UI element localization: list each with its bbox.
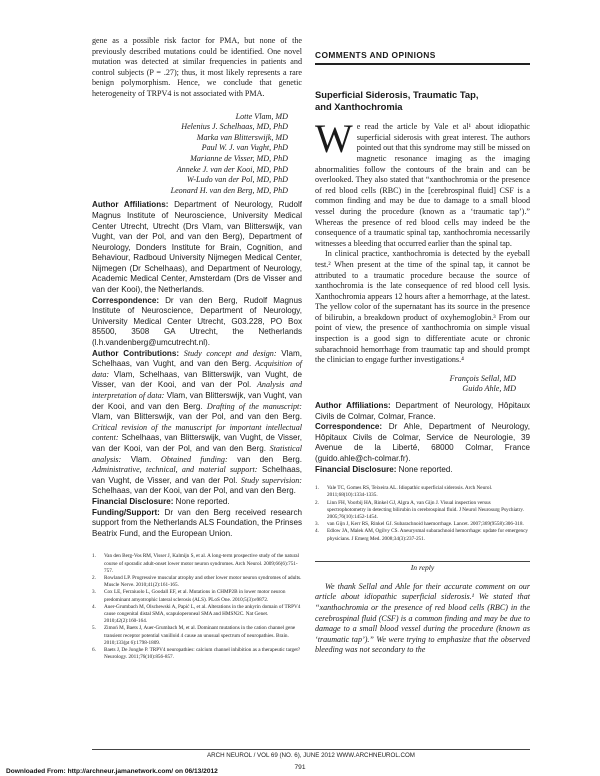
journal-line: ARCH NEUROL / VOL 69 (NO. 6), JUNE 2012 WWW.ARCHNEUROL.COM	[92, 749, 530, 759]
author-name: Lotte Vlam, MD	[235, 111, 288, 121]
contrib-heading: Study supervision:	[240, 475, 302, 485]
author-name: Leonard H. van den Berg, MD, PhD	[170, 185, 288, 195]
contrib-text: Schelhaas, van Vught, de Visser, and van der Pol.	[92, 465, 302, 485]
reply-paragraph: We thank Sellal and Ahle for their accurate comment on our article about idiopathic superficial siderosis.¹ We stated that “xanthochromia or the presence of red blood cells (RBC) in the cerebrospinal fluid (CSF) is a common finding and may be due to damage to a small blood vessel during the procedure (known as ‘traumatic tap’).” We were trying to emphasize that the observed bleeding was not secondary to the	[315, 581, 530, 655]
left-column	[92, 36, 302, 661]
correspondence-text: Dr van den Berg, Rudolf Magnus Institute of Neuroscience, Department of Neurology, University Medical Center Utrecht, G03.228, PO Box 85500, 3508 GA Utrecht, the Netherlands (l.h.vandenberg@umcutrecht.nl).	[92, 295, 303, 348]
contrib-heading: Acquisition of data:	[92, 359, 302, 379]
contributions-label: Author Contributions:	[92, 348, 180, 358]
reference-item: 1. Vale TC, Gomes RS, Teixeira AL. Idiopathic superficial siderosis. Arch Neurol. 2011;68(10):1334-1335.	[315, 485, 493, 499]
reference-item: 1. Van den Berg-Vos RM, Visser J, Kalmijn S, et al. A long-term prospective study of the natural course of sporadic adult-onset lower motor neuron syndromes. Arch Neurol. 2009;66(6):751-757.	[92, 553, 300, 574]
download-notice	[6, 768, 218, 775]
reference-item: 5. Zimoń M, Baets J, Auer-Grumbach M, et al. Dominant mutations in the cation channel gene transient receptor potential vanilloid 4 cause an unusual spectrum of neuropathies. Brain. 2010;133(pt 6):1798-1809.	[92, 625, 296, 646]
signatories	[315, 374, 516, 395]
contrib-text: van den Berg.	[227, 454, 302, 464]
correspondence-label: Correspondence:	[315, 422, 383, 432]
correspondence-label: Correspondence:	[92, 295, 160, 305]
letter-paragraph: In clinical practice, xanthochromia is detected by the eyeball test.² When present at the time of the spinal tap, it cannot be attributed to a traumatic procedure because the source of xanthochromia is the late consequence of red blood cell lysis. Xanthochromia appears 12 hours after a hemorrhage, at the latest. The yellow color of the supernatant has its source in the presence of bilirubin, a breakdown product of oxyhemoglobin.³ From our point of view, the presence of xanthochromia on simple visual inspection is a good sign to differentiate acute or chronic subarachnoid hemorrhage from traumatic tap and should prompt the clinician to engage further investigations.⁴	[315, 249, 530, 365]
funding-support	[92, 508, 302, 540]
article-title-line: Superficial Siderosis, Traumatic Tap,	[315, 89, 479, 100]
contrib-text: Vlam, Schelhaas, van Blitterswijk, van Vught, de Visser, van der Kooi, and van der Pol.	[92, 369, 302, 390]
contrib-heading: Critical revision of the manuscript for important intellectual content:	[92, 422, 302, 443]
disclosure-text: None reported.	[175, 496, 230, 506]
right-column	[315, 36, 530, 656]
correspondence	[92, 296, 302, 349]
disclosure-label: Financial Disclosure:	[315, 464, 397, 474]
contrib-text: Schelhaas, van der Kooi, van der Pol, and van den Berg.	[92, 486, 296, 496]
affiliations-text: Department of Neurology, Hôpitaux Civils de Colmar, Colmar, France.	[315, 401, 530, 421]
financial-disclosure	[92, 497, 302, 508]
reference-item: 3. Cox LE, Ferraiuolo L, Goodall EF, et al. Mutations in CHMP2B in lower motor neuron predominant amyotrophic lateral sclerosis (ALS). PLoS One. 2010;5(3):e9872.	[92, 589, 286, 603]
reply-label: In reply	[410, 562, 435, 572]
reply-separator	[315, 561, 530, 574]
author-name: Marianne de Visser, MD, PhD	[190, 153, 288, 163]
correspondence-text: Dr Ahle, Department of Neurology, Hôpitaux Civils de Colmar, Service de Neurologie, 39 Avenue de la Liberté, 68000 Colmar, France (guido.ahle@ch-colmar.fr).	[315, 422, 530, 463]
affiliations-text: Department of Neurology, Rudolf Magnus Institute of Neuroscience, University Medical Center Utrecht, Utrecht (Drs Vlam, van Blitterswijk, van Vught, van der Pol, and van den Berg), Department of Neurology, Donders Institute for Brain, Cognition, and Behaviour, Radboud University Nijmegen Medical Center, Nijmegen (Dr Schelhaas), and Department of Neurology, Academic Medical Center, Amsterdam (Drs de Visser and van der Kooi), the Netherlands.	[92, 200, 303, 295]
contrib-heading: Analysis and interpretation of data:	[92, 380, 303, 400]
contrib-text: Vlam, van Blitterswijk, van der Pol, and van den Berg.	[92, 412, 302, 422]
contrib-heading: Drafting of the manuscript:	[206, 401, 302, 411]
author-name: Helenius J. Schelhaas, MD, PhD	[181, 122, 288, 132]
article-title	[315, 89, 530, 112]
author-name: W-Ludo van der Pol, MD, PhD	[186, 175, 288, 185]
reference-list	[315, 485, 530, 543]
download-suffix: on 06/13/2012	[174, 768, 218, 775]
signatory-name: François Sellal, MD	[449, 373, 516, 383]
disclosure-text: None reported.	[398, 464, 453, 474]
contrib-heading: Study concept and design:	[183, 348, 277, 358]
author-list	[92, 112, 288, 197]
funding-text: Dr van den Berg received research support from the Netherlands ALS Foundation, the Prinses Beatrix Fund, and the European Union.	[92, 507, 302, 538]
disclosure-label: Financial Disclosure:	[92, 496, 174, 506]
reference-item: 2. Rowland LP. Progressive muscular atrophy and other lower motor neuron syndromes of adults. Muscle Nerve. 2010;41(2):161-165.	[92, 574, 302, 589]
download-link[interactable]: http://archneur.jamanetwork.com/	[67, 768, 174, 775]
reference-list	[92, 553, 302, 661]
author-name: Paul W. J. van Vught, PhD	[201, 143, 288, 153]
article-title-line: and Xanthochromia	[315, 100, 403, 112]
reference-item: 4. Auer-Grumbach M, Olschewski A, Papić L, et al. Alterations in the ankyrin domain of TRPV4 cause congenital distal SMA, scapuloperoneal SMA and HMSN2C. Nat Genet. 2010;42(2):160-164.	[92, 603, 301, 625]
contrib-text: Vlam, van Blitterswijk, van Vught, van der Kooi, and van den Berg.	[92, 391, 302, 411]
letter-paragraph-text: e read the article by Vale et al¹ about idiopathic superficial siderosis with great interest. The authors pointed out that this syndrome may still be missed on magnetic resonance imaging as the imaging abnormalities follow the contours of the brain and can be overlooked. They also stated that “xanthochromia or the presence of red blood cells (RBC) in the [cerebrospinal fluid] CSF is a common finding and may be due to damage to a small blood vessel during the procedure (known as a ‘traumatic tap’).” Whereas the presence of red blood cells may indeed be the consequence of a traumatic spinal tap, xanthochromia necessarily witnesses a bleeding that occurred earlier than the spinal tap.	[315, 122, 530, 248]
page-footer	[92, 749, 530, 759]
correspondence	[315, 422, 530, 464]
download-prefix: Downloaded From:	[6, 768, 66, 775]
intro-paragraph: gene as a possible risk factor for PMA, but none of the previously described mutations could be identified. One novel mutation was detected at similar frequencies in patients and control subjects (P = .27); thus, it most likely represents a rare benign polymorphism. Hence, we conclude that genetic heterogeneity of TRPV4 is not associated with PMA.	[92, 36, 302, 98]
letter-paragraph	[315, 116, 530, 249]
contrib-text: Schelhaas, van Blitterswijk, van Vught, de Visser, van der Kooi, van der Pol, and van den Berg.	[92, 433, 302, 453]
contrib-heading: Obtained funding:	[160, 454, 228, 464]
page-number: 791	[294, 764, 306, 771]
section-heading: COMMENTS AND OPINIONS	[315, 50, 530, 65]
funding-label: Funding/Support:	[92, 507, 160, 517]
reference-item: 3. van Gijn J, Kerr RS, Rinkel GJ. Subarachnoid haemorrhage. Lancet. 2007;369(9558):306-318.	[315, 521, 524, 528]
contrib-heading: Statistical analysis:	[92, 443, 302, 464]
author-name: Anneke J. van der Kooi, MD, PhD	[176, 164, 288, 174]
author-affiliations	[92, 200, 302, 295]
signatory-name: Guido Ahle, MD	[462, 384, 516, 394]
author-affiliations	[315, 401, 530, 422]
affiliations-label: Author Affiliations:	[92, 200, 169, 210]
reference-item: 4. Edlow JA, Malek AM, Ogilvy CS. Aneurysmal subarachnoid hemorrhage: update for emergency physicians. J Emerg Med. 2008;34(3):237-251.	[315, 528, 529, 542]
reference-item: 6. Baets J, De Jonghe P. TRPV4 neuropathies: calcium channel inhibition as a therapeutic target? Neurology. 2011;76(10):856-857.	[92, 646, 301, 661]
contrib-text: Vlam.	[121, 454, 161, 464]
author-contributions	[92, 349, 302, 497]
contrib-heading: Administrative, technical, and material support:	[92, 465, 258, 475]
affiliations-label: Author Affiliations:	[315, 401, 391, 411]
financial-disclosure	[315, 465, 530, 476]
reference-item: 2. Linn FH, Voorbij HA, Rinkel GJ, Algra A, van Gijn J. Visual inspection versus spectrophotometry in detecting bilirubin in cerebrospinal fluid. J Neurol Neurosurg Psychiatry. 2005;76(10):1452-1454.	[315, 499, 524, 520]
contrib-text: Vlam, Schelhaas, van Vught, and van den Berg.	[92, 348, 302, 369]
author-name: Marka van Blitterswijk, MD	[196, 132, 288, 142]
drop-cap: W	[315, 116, 353, 162]
